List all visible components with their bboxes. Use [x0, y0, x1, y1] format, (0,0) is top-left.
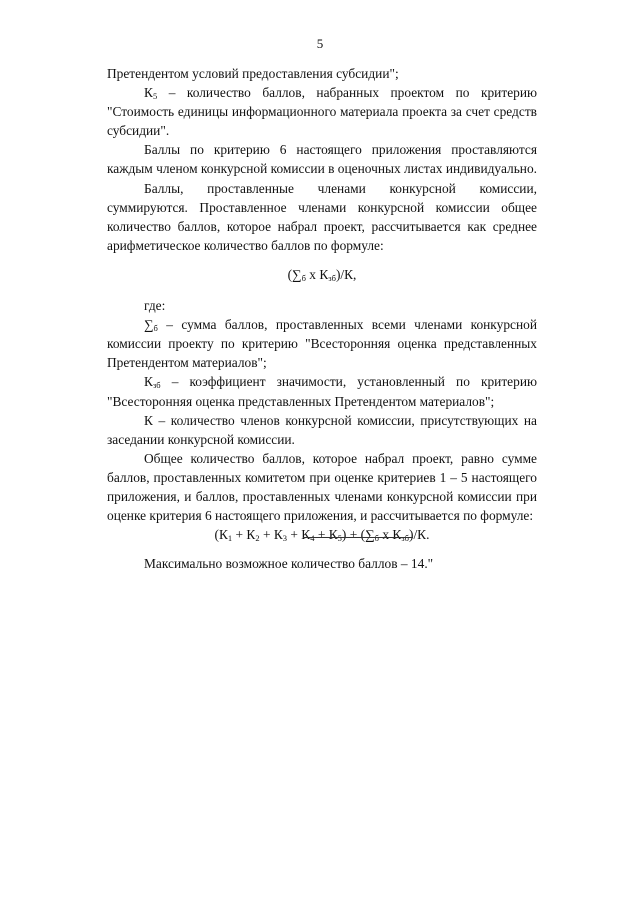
- formula-part: (К: [214, 527, 228, 543]
- formula-part: )/К.: [408, 527, 430, 543]
- paragraph-coefficient-definition: [107, 372, 537, 410]
- formula-part: х К: [378, 527, 402, 543]
- document-body: [107, 64, 537, 573]
- variable-k: К: [144, 374, 153, 390]
- formula-subscript: зб: [401, 533, 409, 544]
- symbol-subscript: зб: [152, 380, 161, 391]
- formula-subscript: 2: [255, 533, 260, 544]
- paragraph-criterion-6: Баллы по критерию 6 настоящего приложения проставляются каждым членом конкурсной комиссии в оценочных листах индивидуально.: [107, 142, 538, 177]
- paragraph-where: где:: [144, 298, 166, 314]
- formula-part: + К: [232, 527, 256, 543]
- formula-subscript: 5: [337, 533, 342, 544]
- definition-text: – сумма баллов, проставленных всеми членами конкурсной комиссии проекту по критерию "Всесторонняя оценка представленных Претендентом материалов";: [107, 317, 537, 371]
- formula-part: х К: [305, 266, 329, 282]
- paragraph-total-score: Общее количество баллов, которое набрал проект, равно сумме баллов, проставленных комитетом при оценке критериев 1 – 5 настоящего приложения, и баллов, проставленных членами конкурсной комиссии при оценке критерия 6 настоящего приложения, и рассчитывается по формуле:: [107, 450, 537, 524]
- formula-part: + К: [259, 527, 283, 543]
- formula-part: ) + (∑: [341, 527, 375, 543]
- formula-subscript: б: [374, 533, 379, 544]
- page-number: 5: [316, 36, 324, 51]
- paragraph-k5-definition: [107, 83, 537, 140]
- formula-total: [107, 525, 537, 544]
- formula-subscript: б: [301, 272, 306, 283]
- sum-symbol: ∑: [144, 317, 154, 333]
- variable-subscript: 5: [152, 91, 158, 102]
- formula-subscript: зб: [328, 272, 336, 283]
- paragraph-sum-rule: Баллы, проставленные членами конкурсной комиссии, суммируются. Проставленное членами конкурсной комиссии общее количество баллов, которое набрал проект, рассчитывается как среднее арифметическое количество баллов по формуле:: [107, 180, 537, 253]
- definition-text: – коэффициент значимости, установленный по критерию "Всесторонняя оценка представленных Претендентом материалов";: [107, 374, 537, 409]
- formula-part: + К: [287, 527, 311, 543]
- paragraph-sum-definition: [107, 315, 537, 372]
- closing-rule: [303, 537, 413, 538]
- definition-text: – количество баллов, набранных проектом по критерию "Стоимость единицы информационного материала проекта за счет средств субсидии".: [107, 85, 537, 139]
- paragraph-continuation: Претендентом условий предоставления субсидии";: [107, 66, 399, 81]
- paragraph-max-score: Максимально возможное количество баллов – 14.": [144, 556, 434, 572]
- formula-subscript: 4: [310, 533, 315, 544]
- formula-subscript: 3: [282, 533, 288, 544]
- formula-subscript: 1: [227, 533, 233, 544]
- formula-part: (∑: [287, 266, 302, 282]
- variable-k: К: [144, 85, 153, 101]
- formula-part: )/К,: [335, 266, 357, 282]
- symbol-subscript: б: [153, 323, 158, 334]
- formula-part: + К: [314, 527, 338, 543]
- paragraph-members-definition: К – количество членов конкурсной комиссии, присутствующих на заседании конкурсной комиссии.: [107, 412, 537, 447]
- formula-average: [107, 265, 537, 284]
